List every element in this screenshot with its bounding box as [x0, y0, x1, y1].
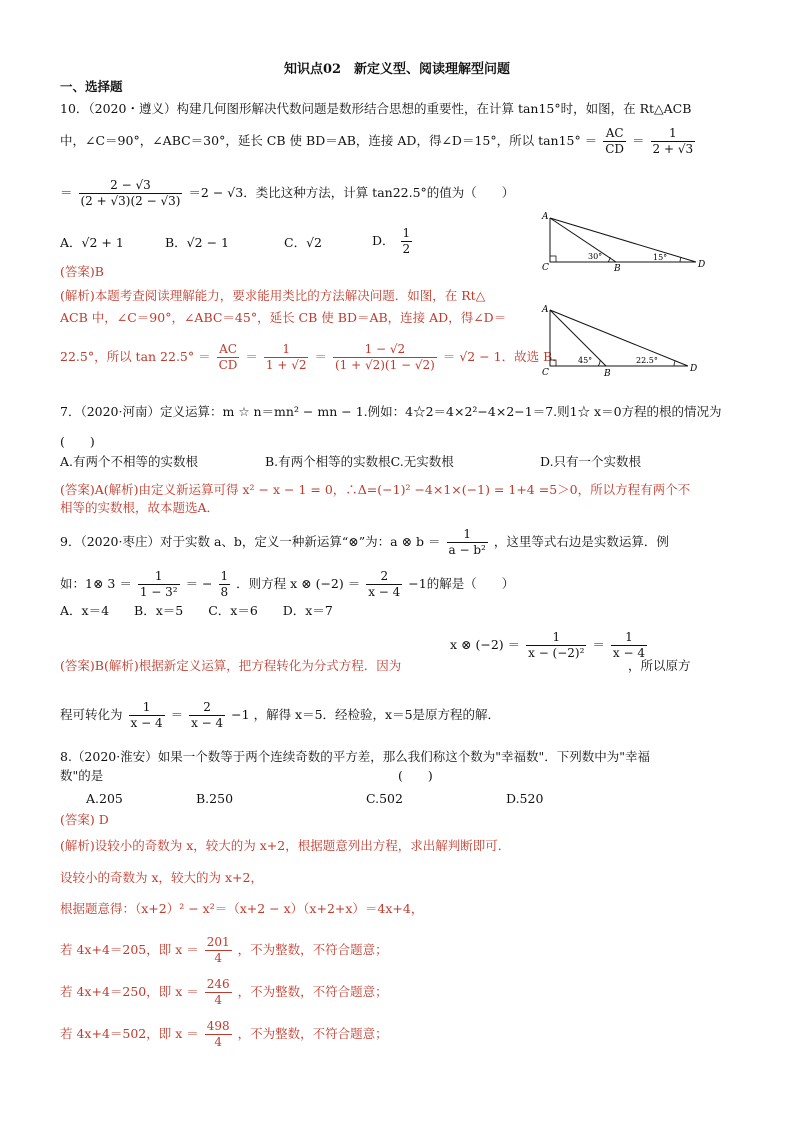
q9-right-frac1	[526, 630, 586, 661]
q10-option-b: B．√2 − 1	[165, 235, 229, 250]
frac-den: 4	[214, 1035, 223, 1049]
angle-arc-d	[680, 257, 681, 262]
q8-analysis: (解析)设较小的奇数为 x，较大的为 x+2，根据题意列出方程，求出解判断即可．	[60, 838, 511, 853]
frac-den: 2	[402, 242, 411, 256]
frac-den: x − 4	[130, 716, 163, 730]
angle-arc-b	[598, 360, 600, 366]
frac-num: 1	[526, 630, 586, 646]
q9-conv-frac2	[189, 700, 225, 731]
frac-den: 4	[214, 993, 223, 1007]
q8-step2: 根据题意得：（x+2）² − x²＝（x+2 − x）（x+2+x）＝4x+4，	[60, 901, 424, 916]
triangle-figure-45-22-5	[538, 300, 708, 380]
q10-analysis-line3: 22.5°，所以 tan 22.5° ＝ $\frac{AC}{CD}$ ＝ $\frac{1}{1 + √2}$ ＝ $\frac{1 - √2}{(1 + √2)(1 - √2)}$ ＝ √2 − 1．故选 B．	[60, 342, 565, 372]
q7-option-d: D.只有一个实数根	[540, 454, 642, 469]
case-frac	[205, 935, 232, 966]
angle-label-d: 22.5°	[636, 356, 658, 365]
frac-den: 4	[214, 951, 223, 965]
label-d: D	[690, 364, 698, 374]
q8-answer: (答案) D	[60, 812, 109, 827]
q10-frac-1-2plus-root3	[651, 126, 696, 157]
frac-den: (1 + √2)(1 − √2)	[334, 358, 435, 372]
q9-example-mid: ＝ −	[185, 576, 213, 591]
label-a: A	[542, 212, 549, 222]
case-prefix: 若 4x+4＝250，即 x ＝	[60, 984, 199, 999]
analysis-frac-1-1plus-root2	[264, 342, 309, 373]
q8-paren: ( )	[398, 768, 433, 783]
frac-den: 2 + √3	[652, 142, 694, 156]
q9-example-frac	[138, 569, 180, 600]
frac-den: CD	[605, 142, 625, 156]
equals-sign: ＝	[592, 637, 605, 652]
q8-option-a: A.205	[86, 791, 123, 806]
q7-line1: 7．（2020·河南）定义运算：m ☆ n＝mn² − mn − 1.例如：4☆2＝4×2²−4×2−1＝7.则1☆ x＝0方程的根的情况为	[60, 404, 722, 419]
frac-den: 1 + √2	[265, 358, 307, 372]
q7-option-bc: B.有两个相等的实数根C.无实数根	[265, 454, 454, 469]
q9-line2-mid: ．则方程 x ⊗ (−2) ＝	[236, 576, 361, 591]
q9-conv-prefix: 程可转化为	[60, 707, 123, 722]
edge-ad	[550, 218, 696, 262]
q10-line3-text: ＝2 − √3．类比这种方法，计算 tan22.5°的值为（ ）	[188, 185, 515, 200]
frac-den: (2 + √3)(2 − √3)	[80, 194, 181, 208]
q8-step1: 设较小的奇数为 x，较大的为 x+2，	[60, 870, 263, 885]
frac-num: 1 − √2	[333, 342, 437, 358]
frac-den: x − 4	[612, 646, 646, 660]
q9-conversion-line	[60, 700, 500, 731]
equals-sign: ＝	[170, 707, 184, 722]
q10-frac-rationalize	[79, 178, 183, 209]
frac-num: 1	[611, 630, 647, 646]
q10-line1: 10．（2020・遵义）构建几何图形解决代数问题是数形结合思想的重要性，在计算 tan15°时，如图，在 Rt△ACB	[60, 101, 692, 116]
frac-num: 1	[651, 126, 696, 142]
q10-line2-text: 中，∠C＝90°，∠ABC＝30°，延长 CB 使 BD＝AB，连接 AD，得∠D＝15°，所以 tan15° ＝	[60, 133, 598, 148]
q7-answer-line1: (答案)A(解析)由定义新运算可得 x² − x − 1 = 0，∴Δ=(−1)² −4×1×(−1) = 1+4 =5＞0，所以方程有两个不	[60, 482, 691, 497]
case-prefix: 若 4x+4＝502，即 x ＝	[60, 1026, 199, 1041]
q8-case-502	[60, 1019, 388, 1050]
q10-option-d	[372, 226, 414, 257]
frac-den: x − 4	[191, 716, 224, 730]
case-suffix: ，不为整数，不符合题意；	[237, 984, 388, 999]
frac-num: 1	[220, 569, 229, 583]
case-frac	[205, 1019, 232, 1050]
analysis-frac-rationalize	[333, 342, 437, 373]
q9-conv-frac1	[129, 700, 165, 731]
q9-line1-prefix: 9．（2020·枣庄）对于实数 a、b，定义一种新运算“⊗”为：a ⊗ b ＝	[60, 534, 441, 549]
q10-option-c: C．√2	[284, 235, 322, 250]
q9-answer-suffix: ，所以原方	[628, 658, 691, 673]
q9-equation-frac	[366, 569, 402, 600]
frac-num: 1	[138, 569, 180, 585]
frac-num: 2	[189, 700, 225, 716]
frac-num: 1	[447, 527, 488, 543]
q10-analysis-line1: (解析)本题考查阅读理解能力，要求能用类比的方法解决问题．如图，在 Rt△	[60, 288, 486, 303]
q8-line2: 数"的是	[60, 768, 104, 783]
section-heading: 一、选择题	[60, 79, 123, 94]
frac-den: a − b²	[448, 543, 486, 557]
option-d-label: D．	[372, 233, 395, 248]
angle-label-b: 45°	[578, 356, 593, 365]
frac-num: 246	[206, 977, 230, 991]
q9-right-equation	[450, 630, 649, 661]
q8-line1: 8.（2020·淮安）如果一个数等于两个连续奇数的平方差，那么我们称这个数为"幸福数"．下列数中为"幸福	[60, 749, 650, 764]
page-title: 知识点02 新定义型、阅读理解型问题	[283, 62, 511, 77]
angle-arc-d	[674, 361, 675, 366]
case-suffix: ，不为整数，不符合题意；	[237, 1026, 388, 1041]
edge-ab	[550, 218, 616, 262]
frac-num: 1	[129, 700, 165, 716]
frac-num: 498	[206, 1019, 230, 1033]
q9-options: A．x＝4 B．x＝5 C．x＝6 D．x＝7	[60, 603, 333, 618]
q8-option-c: C.502	[366, 791, 403, 806]
q8-case-205	[60, 935, 388, 966]
analysis-suffix: ＝ √2 − 1．故选 B．	[442, 349, 565, 364]
q9-right-prefix: x ⊗ (−2) ＝	[450, 637, 521, 652]
frac-num: 1	[402, 226, 411, 240]
q7-paren: ( )	[60, 434, 95, 449]
angle-label-d: 15°	[653, 253, 668, 262]
analysis-prefix: 22.5°，所以 tan 22.5° ＝	[60, 349, 211, 364]
case-suffix: ，不为整数，不符合题意；	[237, 942, 388, 957]
q9-line2	[60, 569, 514, 600]
q10-answer: (答案)B	[60, 264, 104, 279]
q9-def-frac	[447, 527, 488, 558]
equals-sign: ＝	[632, 133, 645, 148]
q9-example-result-frac	[219, 569, 231, 600]
frac-den: 8	[220, 585, 229, 599]
q9-conv-suffix: ，解得 x＝5．经检验，x＝5是原方程的解．	[253, 707, 501, 722]
q10-option-a: A．√2 + 1	[60, 235, 124, 250]
frac-den: 1 − 3²	[139, 585, 178, 599]
q10-option-d-frac	[401, 226, 413, 257]
case-frac	[205, 977, 232, 1008]
frac-num: 201	[206, 935, 230, 949]
label-d: D	[698, 260, 706, 270]
triangle-figure-30-15	[538, 210, 708, 272]
frac-den: CD	[218, 358, 238, 372]
right-angle-mark	[550, 256, 556, 262]
label-a: A	[542, 305, 549, 315]
q9-line2-suffix: −1的解是（ ）	[408, 576, 515, 591]
q9-answer: (答案)B(解析)根据新定义运算，把方程转化为分式方程．因为	[60, 658, 402, 673]
equals-sign: ＝	[60, 185, 73, 200]
frac-num: 2 − √3	[79, 178, 183, 194]
frac-den: x − (−2)²	[528, 646, 585, 660]
angle-label-b: 30°	[588, 252, 603, 261]
q7-answer-line2: 相等的实数根，故本题选A．	[60, 500, 220, 515]
frac-num: 2	[366, 569, 402, 585]
q9-line1	[60, 527, 669, 558]
q10-analysis-line2: ACB 中，∠C＝90°，∠ABC＝45°，延长 CB 使 BD＝AB，连接 AD，得∠D＝	[60, 310, 507, 325]
q9-line2-prefix: 如：1⊗ 3 ＝	[60, 576, 132, 591]
frac-num: AC	[603, 126, 626, 142]
q10-frac-ac-cd	[603, 126, 626, 157]
label-b: B	[604, 369, 611, 379]
q10-line3	[60, 178, 514, 209]
q9-line1-suffix: ，这里等式右边是实数运算．例	[493, 534, 669, 549]
analysis-frac-ac-cd	[217, 342, 240, 373]
q7-option-a: A.有两个不相等的实数根	[60, 454, 199, 469]
frac-num: 1	[264, 342, 309, 358]
case-prefix: 若 4x+4＝205，即 x ＝	[60, 942, 199, 957]
q8-case-250	[60, 977, 388, 1008]
frac-num: AC	[217, 342, 240, 358]
q8-option-b: B.250	[196, 791, 234, 806]
label-c: C	[542, 263, 549, 272]
q8-option-d: D.520	[506, 791, 544, 806]
edge-ad	[550, 310, 688, 366]
label-c: C	[542, 368, 549, 378]
q9-conv-tail: −1	[231, 707, 250, 722]
frac-den: x − 4	[368, 585, 401, 599]
right-angle-mark	[550, 360, 556, 366]
label-b: B	[614, 264, 621, 272]
q10-line2	[60, 126, 697, 157]
